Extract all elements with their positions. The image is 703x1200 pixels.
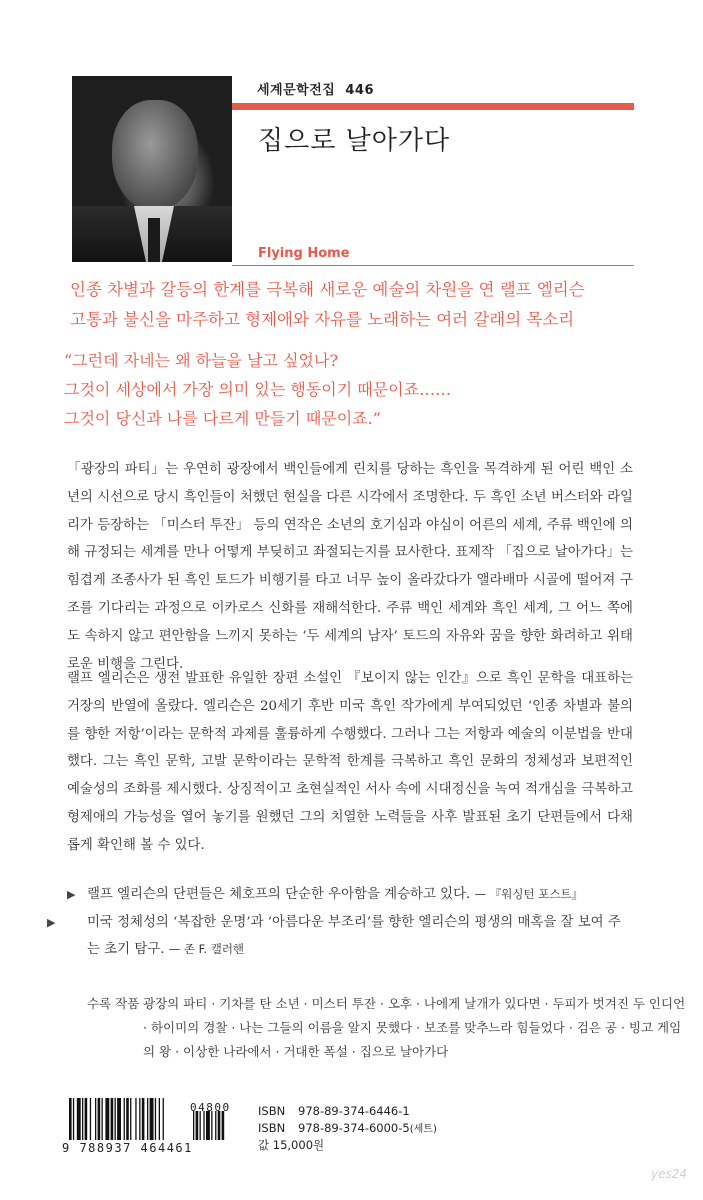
isbn-label: ISBN (258, 1104, 286, 1118)
barcode-bar (102, 1098, 103, 1140)
price-value: 15,000원 (272, 1138, 325, 1152)
tagline-line: 고통과 불신을 마주하고 형제애와 자유를 노래하는 여러 갈래의 목소리 (70, 310, 575, 329)
barcode-bar (147, 1098, 148, 1140)
barcode-bar (155, 1098, 156, 1140)
barcode-addon-bar (193, 1111, 194, 1140)
barcode-addon-bar (200, 1111, 201, 1140)
review-item (67, 881, 633, 908)
paragraph-text: 「광장의 파티」는 우연히 광장에서 백인들에게 린치를 당하는 흑인을 목격하게 된 어린 백인 소년의 시선으로 당시 흑인들이 처했던 현실을 다른 시각에서 조명한다. 두 흑인 소년 버스터와 라일리가 등장하는 「미스터 투잔」 등의 연작은 소년의 호기심과 야심이 어른의 세계, 주류 백인에 의해 규정되는 세계를 만나 어떻게 부딪히고 좌절되는지를 묘사한다. 표제작 「집으로 날아가다」는 힘겹게 조종사가 된 흑인 토드가 비행기를 타고 너무 높이 올라갔다가 앨라배마 시골에 떨어져 구조를 기다리는 과정으로 이카로스 신화를 재해석한다. 주류 백인 세계와 흑인 세계, 그 어느 쪽에도 속하지 않고 편안함을 느끼지 못하는 ‘두 세계의 남자’ 토드의 자유와 꿈을 향한 화려하고 위태로운 비행을 그린다. (67, 462, 633, 672)
barcode-bar (82, 1098, 83, 1140)
header-accent-bar (232, 103, 634, 110)
watermark: yes24 (651, 1167, 688, 1181)
barcode-addon-bar (211, 1111, 212, 1140)
review-text: 미국 정체성의 ‘복잡한 운명’과 ‘아름다운 부조리’를 향한 엘리슨의 평생의 매혹을 잘 보여 주는 초기 탐구. (87, 915, 621, 957)
barcode-bar (130, 1098, 131, 1140)
barcode-bar (105, 1098, 109, 1140)
barcode-addon-bar (222, 1111, 225, 1140)
barcode-digits: 9 788937 464461 (62, 1141, 193, 1155)
barcode-addon-bar (196, 1111, 199, 1140)
review-text: 랠프 엘리슨의 단편들은 체호프의 단순한 우아함을 계승하고 있다. (87, 887, 471, 902)
tagline-line: 인종 차별과 갈등의 한계를 극복해 새로운 예술의 차원을 연 랠프 엘리슨 (70, 280, 585, 299)
isbn-label: ISBN (258, 1121, 286, 1135)
author-tie (148, 218, 160, 262)
barcode-bar (77, 1098, 81, 1140)
barcode-bar (117, 1098, 121, 1140)
series-name: 세계문학전집 (257, 83, 336, 98)
author-paragraph (67, 665, 633, 860)
synopsis-paragraph (67, 456, 633, 678)
barcode-bar (95, 1098, 96, 1140)
barcode-bar (115, 1098, 116, 1140)
price-label: 값 (258, 1138, 270, 1152)
barcode-bar (85, 1098, 88, 1140)
barcode-bar (135, 1098, 136, 1140)
title-divider (232, 265, 634, 266)
barcode-addon-bar (218, 1111, 221, 1140)
book-title-english: Flying Home (258, 246, 350, 261)
review-source: — 존 F. 캘러핸 (168, 942, 245, 956)
isbn-set-line (258, 1120, 437, 1135)
barcode-addon-digits: 04800 (190, 1101, 231, 1114)
barcode-bar (90, 1098, 91, 1140)
author-face (112, 100, 198, 210)
review-source: — 『워싱턴 포스트』 (474, 887, 584, 901)
book-title: 집으로 날아가다 (258, 126, 451, 156)
contents-list (87, 992, 693, 1064)
barcode-bar (73, 1098, 74, 1140)
series-number: 446 (345, 83, 374, 98)
barcode-bar (142, 1098, 145, 1140)
isbn-value: 978-89-374-6000-5 (298, 1121, 410, 1135)
review-item (47, 909, 633, 963)
contents-text: 광장의 파티 · 기차를 탄 소년 · 미스터 투잔 · 오후 · 나에게 날개가 있다면 · 두피가 벗겨진 두 인디언 · 하이미의 경찰 · 나는 그들의 이름을 알지 못했다 · 보조를 맞추느라 힘들었다 · 검은 공 · 빙고 게임의 왕 · 이상한 나라에서 · 거대한 폭설 · 집으로 날아가다 (143, 996, 686, 1059)
series-label (257, 79, 374, 98)
barcode-bar (163, 1098, 164, 1140)
quote-line: “그런데 자네는 왜 하늘을 날고 싶었나? (64, 351, 339, 370)
isbn-value: 978-89-374-6446-1 (298, 1104, 410, 1118)
triangle-bullet-icon: ▶ (67, 888, 76, 901)
barcode-bar (111, 1098, 114, 1140)
barcode-addon-bar (206, 1111, 210, 1140)
isbn-line (258, 1104, 410, 1118)
barcode-bar (139, 1098, 140, 1140)
barcode-bar (124, 1098, 125, 1140)
barcode-bar (159, 1098, 160, 1140)
barcode-addon-bar (215, 1111, 216, 1140)
price-line (258, 1137, 324, 1153)
contents-label: 수록 작품 (87, 996, 140, 1011)
isbn-note: (세트) (409, 1124, 437, 1135)
paragraph-text: 랠프 엘리슨은 생전 발표한 유일한 장편 소설인 『보이지 않는 인간』으로 흑인 문학을 대표하는 거장의 반열에 올랐다. 엘리슨은 20세기 후반 미국 흑인 작가에게 부여되었던 ‘인종 차별과 불의를 향한 저항’이라는 문학적 과제를 훌륭하게 수행했다. 그러나 그는 저항과 예술의 이분법을 반대했다. 그는 흑인 문학, 고발 문학이라는 문학적 한계를 극복하고 흑인 문화의 정체성과 보편적인 예술성의 조화를 제시했다. 상징적이고 초현실적인 서사 속에 시대정신을 녹여 적개심을 극복하고 형제애의 가능성을 열어 놓기를 원했던 그의 치열한 노력들을 사후 발표된 초기 단편들에서 다채롭게 확인해 볼 수 있다. (67, 671, 633, 853)
author-photo (72, 76, 232, 262)
barcode-bar (98, 1098, 101, 1140)
triangle-bullet-icon: ▶ (47, 916, 56, 929)
quote-line: 그것이 당신과 나를 다르게 만들기 때문이죠.” (64, 409, 381, 428)
quote-line: 그것이 세상에서 가장 의미 있는 행동이기 때문이죠…… (64, 380, 452, 399)
barcode-addon-bar (203, 1111, 204, 1140)
barcode-bar (69, 1098, 72, 1140)
barcode-bar (150, 1098, 154, 1140)
barcode-bar (126, 1098, 129, 1140)
